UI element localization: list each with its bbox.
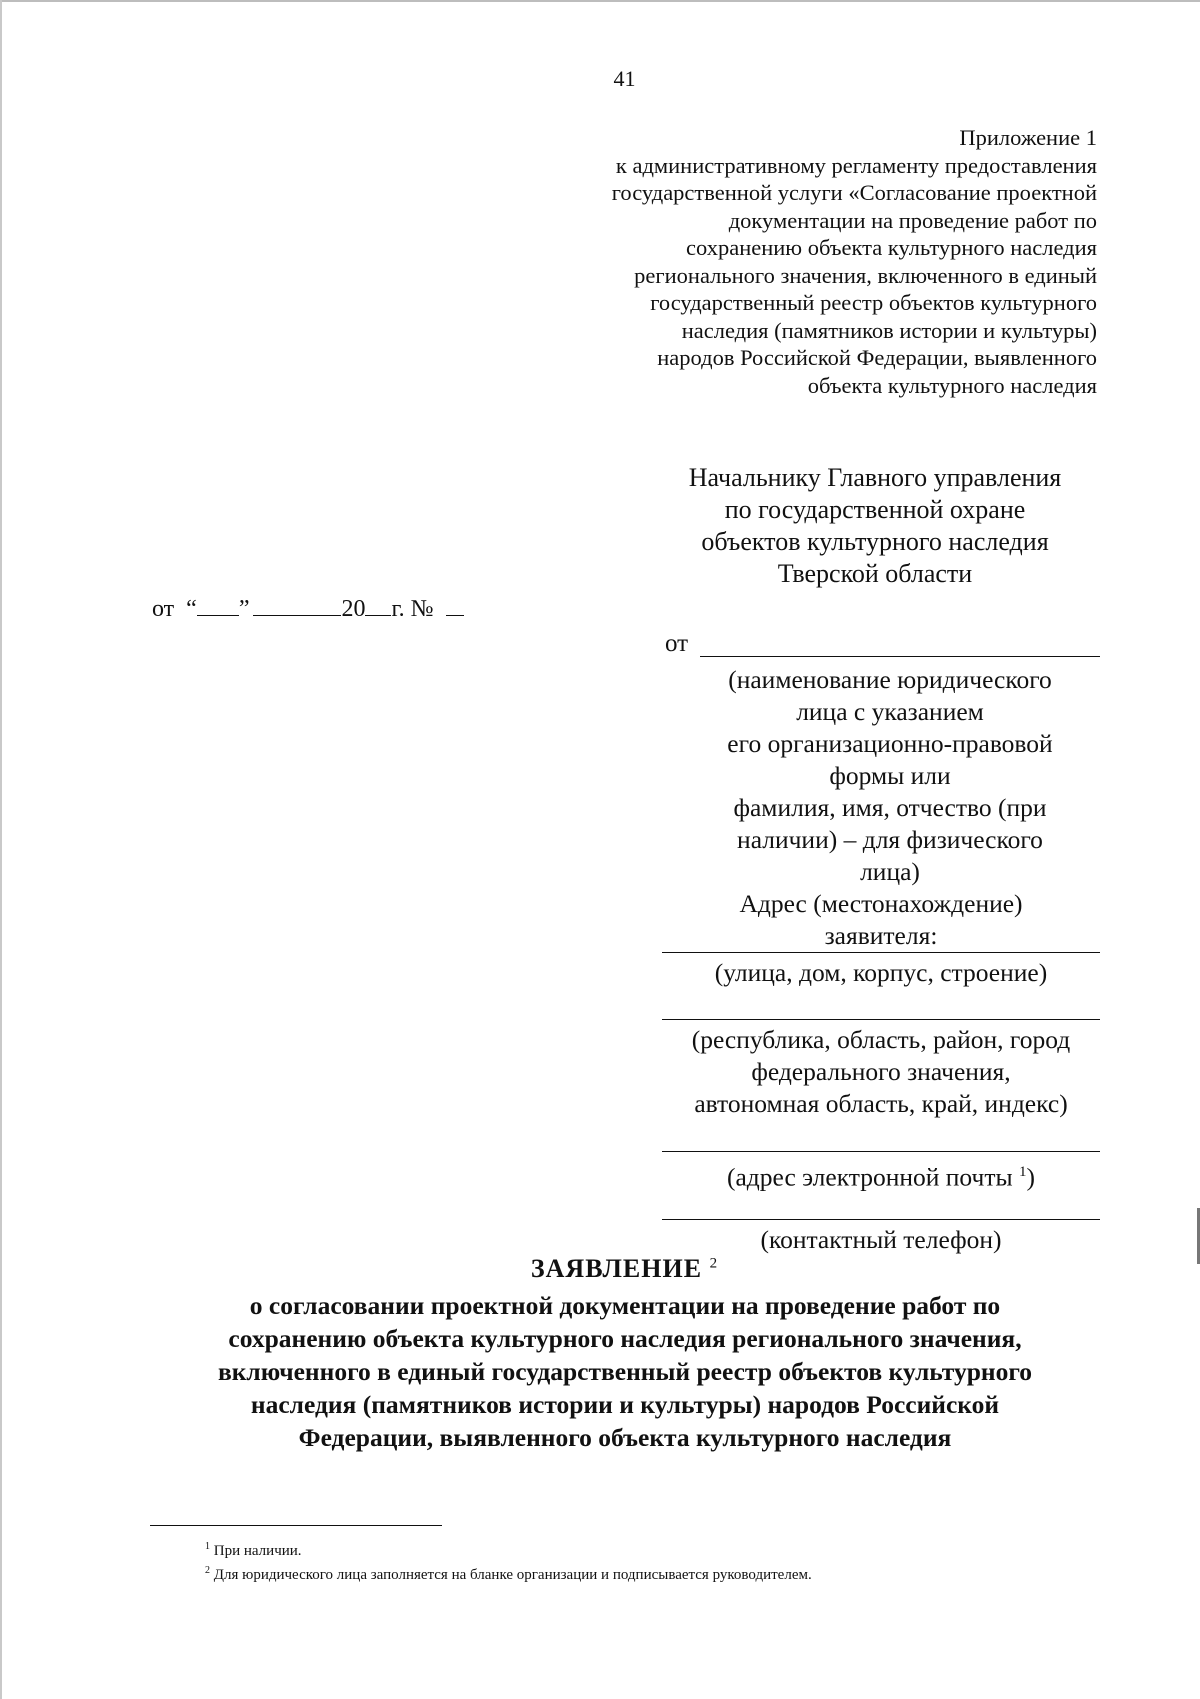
recipient-line: объектов культурного наследия — [701, 527, 1049, 556]
footnote-separator — [150, 1525, 442, 1526]
footnotes — [205, 1537, 812, 1585]
year-field[interactable] — [365, 593, 391, 616]
hint-line: формы или — [829, 761, 951, 790]
from-label: от — [665, 630, 689, 657]
recipient-block — [650, 462, 1100, 590]
footnote-text: При наличии. — [213, 1543, 302, 1559]
year-prefix: 20 — [341, 596, 366, 622]
appendix-line: государственный реестр объектов культурного — [650, 290, 1097, 315]
appendix-line: государственной услуги «Согласование проектной — [611, 180, 1097, 205]
hint-line: фамилия, имя, отчество (при — [733, 793, 1047, 822]
date-close-quote: ” — [238, 596, 250, 622]
date-prefix: от — [152, 596, 175, 622]
recipient-line: Тверской области — [777, 559, 973, 588]
address-heading — [662, 888, 1100, 952]
day-field[interactable] — [197, 593, 239, 616]
hint-line: его организационно-правовой — [727, 729, 1053, 758]
region-caption-line: федерального значения, — [751, 1057, 1011, 1086]
footnote-ref: 2 — [205, 1565, 210, 1576]
region-caption-line: автономная область, край, индекс) — [694, 1089, 1068, 1118]
appendix-line: регионального значения, включенного в единый — [634, 262, 1097, 288]
appendix-line: Приложение 1 — [959, 125, 1097, 150]
appendix-line: документации на проведение работ по — [728, 207, 1097, 233]
phone-caption: (контактный телефон) — [760, 1225, 1002, 1254]
footnote-item — [205, 1561, 812, 1585]
date-number-line — [152, 593, 464, 623]
appendix-line: сохранению объекта культурного наследия — [686, 235, 1097, 260]
phone-field[interactable] — [662, 1219, 1100, 1220]
appendix-line: народов Российской Федерации, выявленного — [657, 345, 1097, 370]
subtitle-line: о согласовании проектной документации на проведение работ по — [249, 1291, 1001, 1320]
email-caption — [662, 1156, 1100, 1194]
recipient-line: по государственной охране — [724, 495, 1026, 524]
month-field[interactable] — [253, 593, 341, 616]
year-suffix: г. № — [391, 596, 434, 622]
appendix-note — [612, 124, 1097, 399]
appendix-line: наследия (памятников истории и культуры) — [681, 317, 1097, 343]
document-subtitle — [150, 1289, 1100, 1454]
appendix-line: к административному регламенту предоставления — [615, 152, 1097, 178]
footnote-ref: 1 — [205, 1541, 210, 1552]
subtitle-line: включенного в единый государственный реестр объектов культурного — [217, 1357, 1033, 1386]
email-footnote-ref: 1 — [1019, 1164, 1027, 1180]
subtitle-line: наследия (памятников истории и культуры) народов Российской — [250, 1390, 1000, 1419]
email-field[interactable] — [662, 1151, 1100, 1152]
region-field[interactable] — [662, 1019, 1100, 1020]
footnote-text: Для юридического лица заполняется на бланке организации и подписывается руководителем. — [213, 1567, 812, 1583]
document-title — [0, 1254, 1200, 1284]
hint-line: (наименование юридического — [728, 665, 1052, 694]
page-number: 41 — [613, 66, 636, 91]
hint-line: лица с указанием — [796, 697, 984, 726]
email-caption-text: (адрес электронной почты — [727, 1162, 1013, 1192]
appendix-line: объекта культурного наследия — [807, 372, 1097, 398]
recipient-line: Начальнику Главного управления — [688, 463, 1062, 492]
hint-line: наличии) – для физического — [737, 825, 1043, 854]
address-heading-line: заявителя: — [824, 921, 938, 950]
subtitle-line: сохранению объекта культурного наследия регионального значения, — [228, 1324, 1022, 1353]
hint-line: лица) — [860, 857, 920, 886]
address-heading-line: Адрес (местонахождение) — [739, 889, 1023, 918]
email-caption-close: ) — [1026, 1162, 1035, 1192]
title-text: ЗАЯВЛЕНИЕ — [530, 1254, 703, 1283]
date-open-quote: “ — [186, 596, 197, 622]
region-caption-line: (республика, область, район, город — [691, 1025, 1071, 1054]
page-top-border — [0, 0, 1200, 2]
street-field[interactable] — [662, 952, 1100, 953]
footnote-item — [205, 1537, 812, 1561]
subtitle-line: Федерации, выявленного объекта культурного наследия — [298, 1423, 952, 1452]
title-footnote-ref: 2 — [709, 1255, 719, 1272]
applicant-name-hint — [680, 664, 1100, 888]
page-left-border — [0, 0, 2, 1699]
applicant-from-row — [665, 630, 688, 658]
registration-number-field[interactable] — [446, 593, 464, 616]
applicant-name-field[interactable] — [700, 656, 1100, 657]
street-caption: (улица, дом, корпус, строение) — [714, 958, 1048, 987]
region-caption — [662, 1024, 1100, 1120]
